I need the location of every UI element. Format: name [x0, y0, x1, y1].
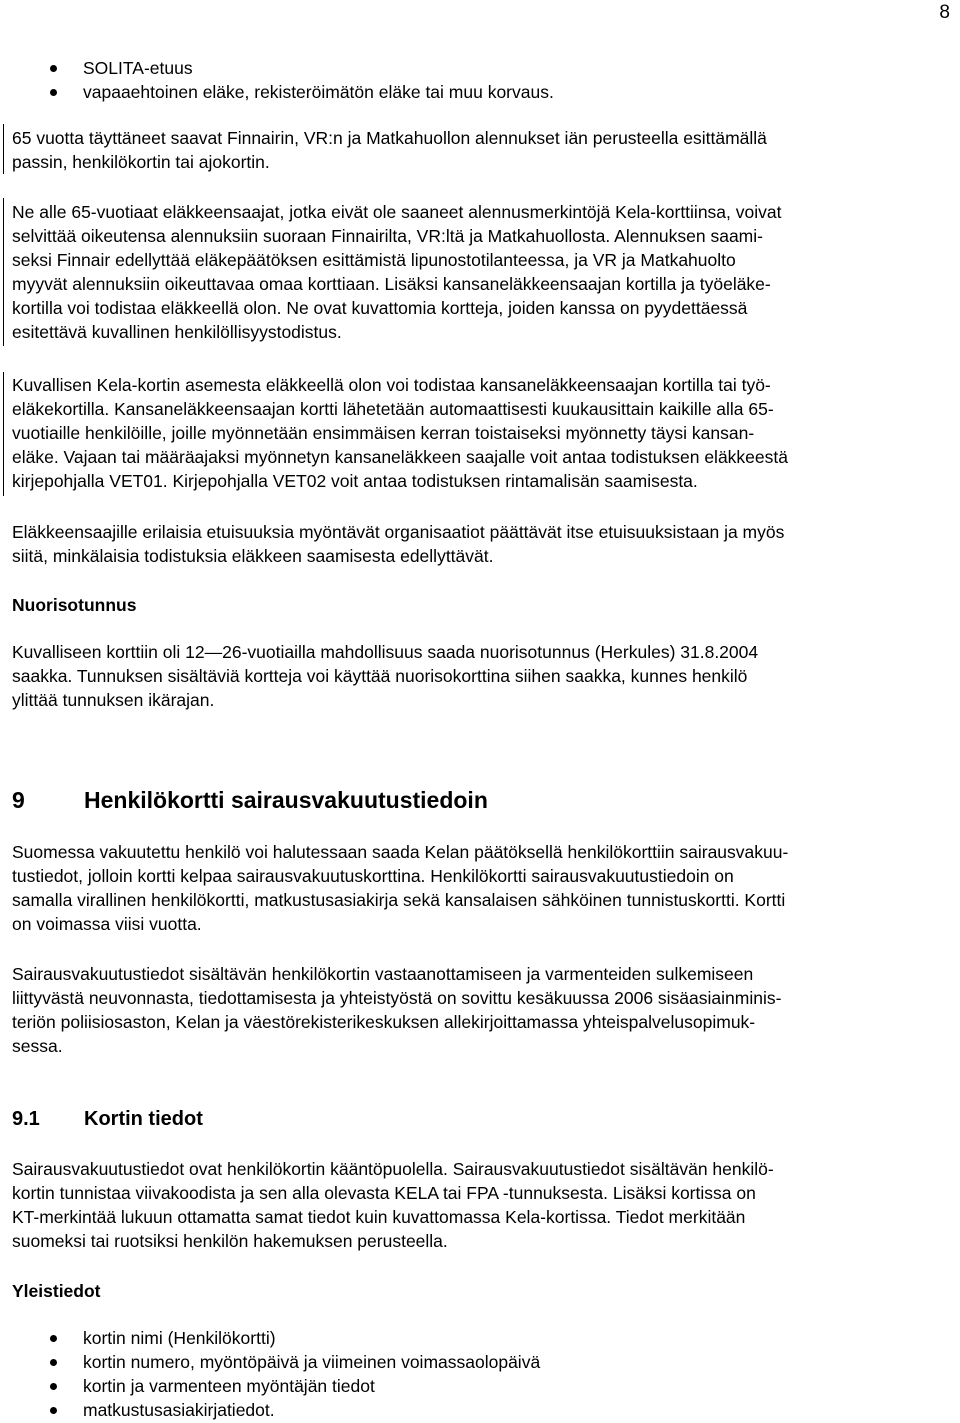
change-bar [3, 124, 4, 174]
list-item: matkustusasiakirjatiedot. [0, 1398, 940, 1422]
bullet-list-bottom [0, 1326, 940, 1422]
paragraph: 65 vuotta täyttäneet saavat Finnairin, VR:n ja Matkahuollon alennukset iän perusteella esittämällä passin, henkilökortin tai ajokortin. [12, 128, 767, 172]
paragraph: Sairausvakuutustiedot ovat henkilökortin kääntöpuolella. Sairausvakuutustiedot sisältävän henkilö- kortin tunnistaa viivakoodista ja sen alla olevasta KELA tai FPA -tunnuksesta. Lisäksi kortissa on KT-merkintää lukuun ottamatta samat tiedot kuin kuvattomassa Kela-kortissa. Tiedot merkitään suomeksi tai ruotsiksi henkilön hakemuksen perusteella. [12, 1159, 774, 1251]
paragraph: Kuvalliseen korttiin oli 12—26-vuotiailla mahdollisuus saada nuorisotunnus (Herkules) 31.8.2004 saakka. Tunnuksen sisältäviä kortteja voi käyttää nuorisokorttina siihen saakka, kunnes henkilö ylittää tunnuksen ikärajan. [12, 642, 759, 710]
list-item: kortin numero, myöntöpäivä ja viimeinen voimassaolopäivä [0, 1350, 940, 1374]
subheading: Nuorisotunnus [12, 595, 137, 615]
list-item: kortin ja varmenteen myöntäjän tiedot [0, 1374, 940, 1398]
change-bar [3, 198, 4, 346]
paragraph: Eläkkeensaajille erilaisia etuisuuksia myöntävät organisaatiot päättävät itse etuisuuksistaan ja myös siitä, minkälaisia todistuksia eläkkeen saamisesta edellyttävät. [12, 522, 785, 566]
paragraph: Suomessa vakuutettu henkilö voi halutessaan saada Kelan päätöksellä henkilökorttiin sairausvakuu- tustiedot, jolloin kortti kelpaa sairausvakuutuskorttina. Henkilökortti sairausvakuutustiedoin on samalla virallinen henkilökortti, matkustusasiakirja sekä kansalaisen sähköinen tunnistuskortti. Kortti on voimassa viisi vuotta. [12, 842, 789, 934]
subheading: Yleistiedot [12, 1281, 101, 1301]
list-item: vapaaehtoinen eläke, rekisteröimätön eläke tai muu korvaus. [0, 80, 940, 104]
section-heading: 9 Henkilökortti sairausvakuutustiedoin [12, 787, 488, 813]
subsection-heading: 9.1 Kortin tiedot [12, 1108, 203, 1130]
list-item: kortin nimi (Henkilökortti) [0, 1326, 940, 1350]
paragraph: Sairausvakuutustiedot sisältävän henkilökortin vastaanottamiseen ja varmenteiden sulkemiseen liittyvästä neuvonnasta, tiedottamisesta ja yhteistyöstä on sovittu kesäkuussa 2006 sisäasiainminis- teriön poliisiosaston, Kelan ja väestörekisterikeskuksen allekirjoittamassa yhteispalvelusopimuk- sessa. [12, 964, 782, 1056]
paragraph: Ne alle 65-vuotiaat eläkkeensaajat, jotka eivät ole saaneet alennusmerkintöjä Kela-korttiinsa, voivat selvittää oikeutensa alennuksiin suoraan Finnairilta, VR:ltä ja Matkahuollosta. Alennuksen saami- seksi Finnair edellyttää eläkepäätöksen esittämistä lipunostotilanteessa, ja VR ja Matkahuolto myyvät alennuksiin oikeuttavaa omaa korttiaan. Lisäksi kansaneläkkeensaajan kortilla ja työeläke- kortilla voi todistaa eläkkeellä olon. Ne ovat kuvattomia kortteja, joiden kanssa on pyydettäessä esitettävä kuvallinen henkilöllisyystodistus. [12, 202, 782, 342]
change-bar [3, 372, 4, 496]
paragraph: Kuvallisen Kela-kortin asemesta eläkkeellä olon voi todistaa kansaneläkkeensaajan kortilla tai työ- eläkekortilla. Kansaneläkkeensaajan kortti lähetetään automaattisesti kuukausittain kaikille alla 65- vuotiaille henkilöille, joille myönnetään ensimmäisen kerran toistaiseksi myönnetty täysi kansan- eläke. Vajaan tai määräajaksi myönnetyn kansaneläkkeen saajalle voit antaa todistuksen eläkkeestä kirjepohjalla VET01. Kirjepohjalla VET02 voit antaa todistuksen rintamalisän saamisesta. [12, 375, 788, 491]
list-item: SOLITA-etuus [0, 56, 940, 80]
page-number: 8 [939, 2, 950, 23]
bullet-list-top [0, 56, 940, 104]
